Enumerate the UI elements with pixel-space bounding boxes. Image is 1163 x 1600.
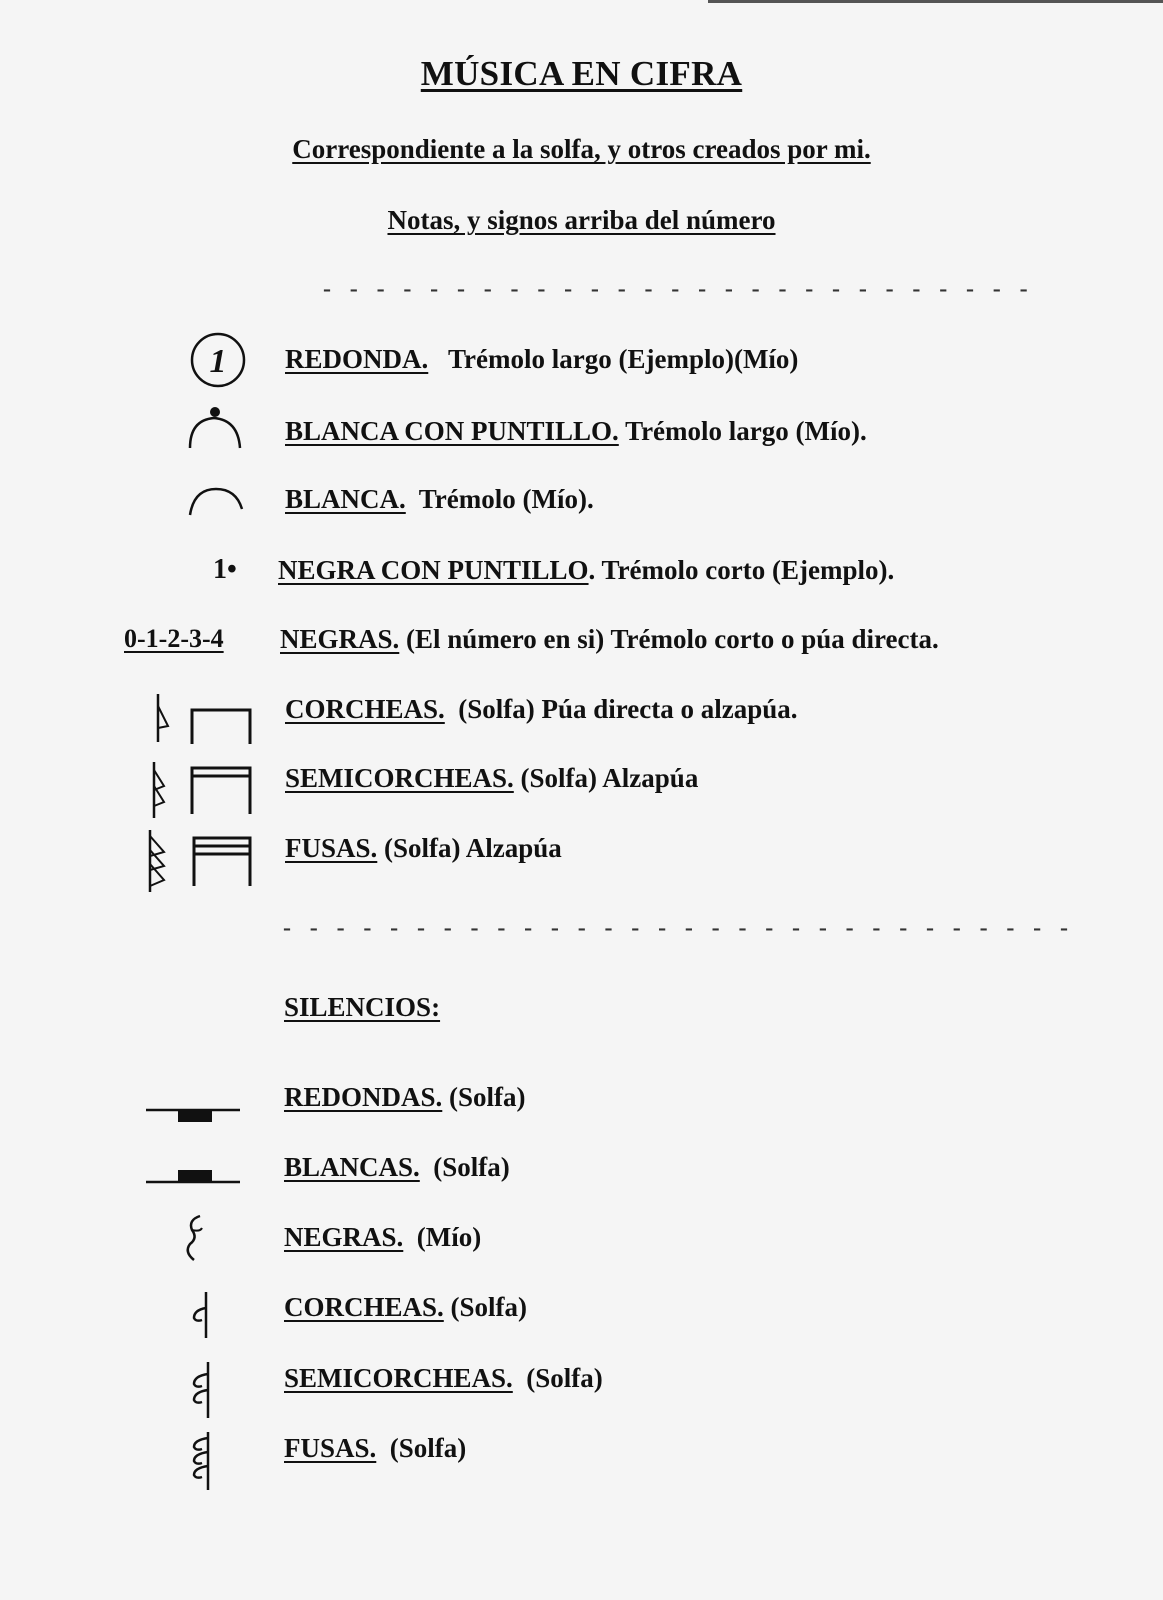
rest-term: NEGRAS. — [284, 1222, 404, 1252]
rest-row-semicorcheas — [284, 1363, 603, 1394]
subtitle-correspondence: Correspondiente a la solfa, y otros creados por mi. — [292, 134, 871, 164]
circled-one-icon — [188, 330, 248, 390]
rest-term: SEMICORCHEAS. — [284, 1363, 513, 1393]
separator-bottom: - - - - - - - - - - - - - - - - - - - - - - - - - - - - - - — [283, 915, 1075, 941]
note-term: FUSAS. — [285, 833, 378, 863]
note-row-redonda — [285, 344, 798, 375]
note-desc: (Solfa) Alzapúa — [384, 833, 562, 863]
note-term: BLANCA. — [285, 484, 406, 514]
note-desc: (Solfa) Alzapúa — [520, 763, 699, 793]
rest-desc: (Solfa) — [389, 1433, 467, 1463]
note-desc: (El número en si) Trémolo corto o púa directa. — [406, 624, 939, 654]
rest-term: FUSAS. — [284, 1433, 377, 1463]
note-desc: Trémolo largo (Ejemplo)(Mío) — [448, 344, 799, 374]
note-term: NEGRA CON PUNTILLO — [278, 555, 589, 585]
rest-row-fusas — [284, 1433, 466, 1464]
note-row-corcheas — [285, 694, 798, 725]
rest-desc: (Solfa) — [526, 1363, 603, 1393]
eighth-note-icon — [150, 692, 260, 748]
sixteenth-note-icon — [146, 760, 260, 822]
note-term: REDONDA. — [285, 344, 429, 374]
scan-edge-line — [708, 0, 1163, 3]
note-row-negra-puntillo — [278, 555, 894, 586]
note-row-blanca-puntillo — [285, 416, 867, 447]
subtitle-notes-signs: Notas, y signos arriba del número — [387, 205, 776, 235]
eighth-rest-icon — [188, 1290, 218, 1342]
note-term: CORCHEAS. — [285, 694, 445, 724]
sixteenth-rest-icon — [188, 1360, 218, 1422]
rest-term: REDONDAS. — [284, 1082, 443, 1112]
thirty-second-rest-icon — [188, 1430, 218, 1494]
note-desc: Trémolo (Mío). — [418, 484, 594, 514]
note-row-blanca — [285, 484, 594, 515]
quarter-rest-icon — [182, 1212, 212, 1264]
arc-icon — [186, 485, 246, 520]
rest-desc: (Solfa) — [449, 1082, 526, 1112]
rest-desc: (Mío) — [416, 1222, 482, 1252]
rest-desc: (Solfa) — [450, 1292, 528, 1322]
note-desc: (Solfa) Púa directa o alzapúa. — [458, 694, 798, 724]
note-row-negras — [280, 624, 939, 655]
one-dot-icon: 1• — [213, 554, 237, 585]
note-term: SEMICORCHEAS. — [285, 763, 514, 793]
svg-text:1: 1 — [209, 343, 227, 380]
rest-term: BLANCAS. — [284, 1152, 420, 1182]
page-title: MÚSICA EN CIFRA — [420, 54, 743, 93]
whole-rest-icon — [146, 1100, 242, 1132]
rest-term: CORCHEAS. — [284, 1292, 444, 1322]
note-desc: Trémolo largo (Mío). — [625, 416, 867, 446]
note-row-fusas — [285, 833, 562, 864]
half-rest-icon — [146, 1166, 242, 1190]
rest-row-redondas — [284, 1082, 526, 1113]
note-term: BLANCA CON PUNTILLO. — [285, 416, 619, 446]
rests-heading: SILENCIOS: — [284, 992, 441, 1022]
rest-row-corcheas — [284, 1292, 527, 1323]
note-desc: . Trémolo corto (Ejemplo). — [588, 555, 895, 585]
rest-desc: (Solfa) — [433, 1152, 510, 1182]
dotted-arc-icon — [186, 404, 246, 454]
note-row-semicorcheas — [285, 763, 698, 794]
rest-row-blancas — [284, 1152, 510, 1183]
thirty-second-note-icon — [142, 828, 260, 894]
number-sequence: 0-1-2-3-4 — [124, 624, 224, 653]
note-term: NEGRAS. — [280, 624, 400, 654]
separator-top: - - - - - - - - - - - - - - - - - - - - - - - - - - - — [323, 276, 1034, 302]
rest-row-negras — [284, 1222, 481, 1253]
